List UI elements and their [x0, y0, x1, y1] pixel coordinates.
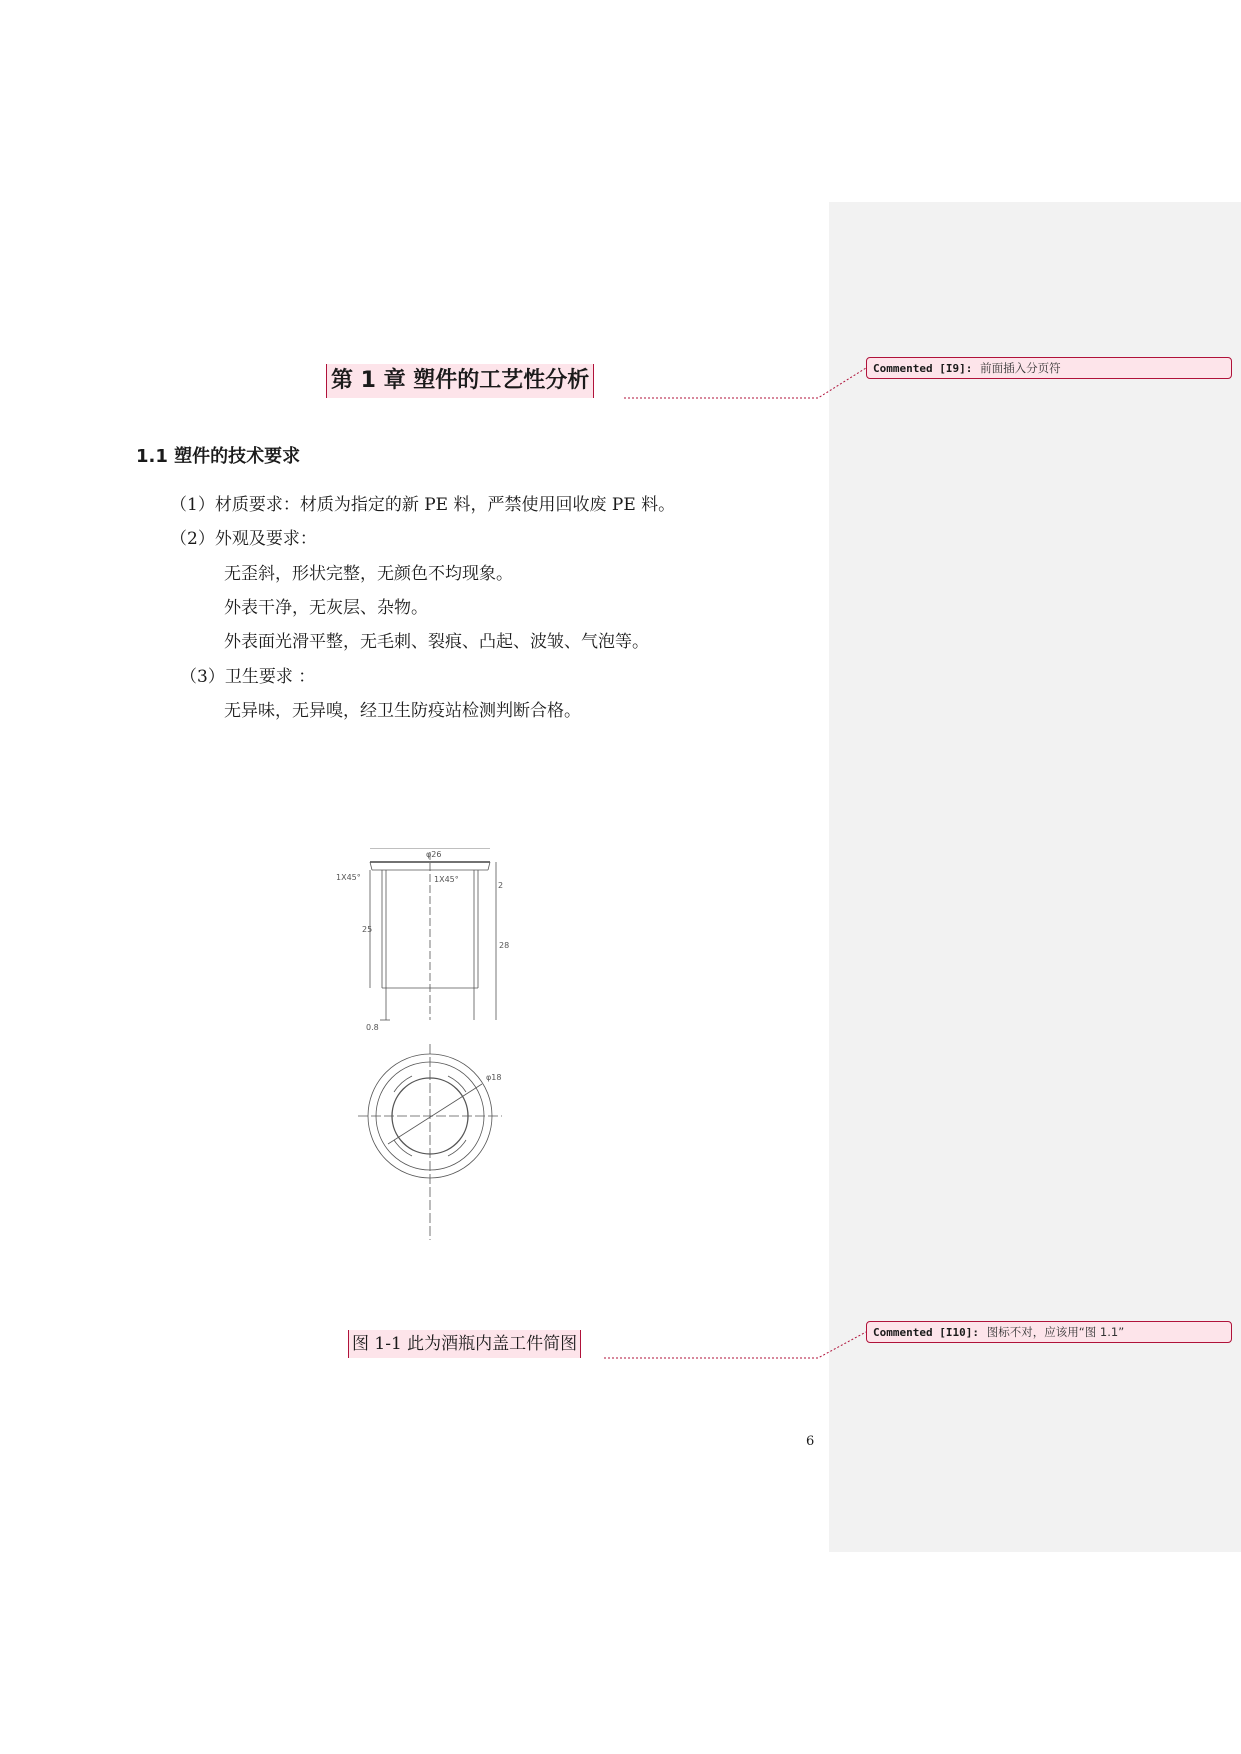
requirement-line-material: （1）材质要求：材质为指定的新 PE 料，严禁使用回收废 PE 料。 [170, 495, 676, 515]
requirement-line-hygiene: （3）卫生要求 ： [180, 667, 316, 687]
dim-label-chamfer-right: 1X45° [434, 875, 459, 884]
chapter-title[interactable]: 第 1 章 塑件的工艺性分析 [326, 364, 594, 398]
comment-connector-2 [604, 1332, 866, 1358]
figure-caption[interactable]: 图 1-1 此为酒瓶内盖工件简图 [348, 1330, 581, 1358]
requirement-line-hygiene-1: 无异味，无异嗅，经卫生防疫站检测判断合格。 [224, 701, 581, 721]
comment-text: 图标不对，应该用“图 1.1” [986, 1325, 1125, 1339]
dim-label-top: φ26 [426, 850, 442, 859]
dim-label-flange: 2 [498, 881, 504, 890]
dim-label-height-right: 28 [499, 941, 510, 950]
comment-box-i10[interactable] [866, 1321, 1232, 1343]
requirement-line-appearance-1: 无歪斜，形状完整，无颜色不均现象。 [224, 564, 513, 584]
comment-label: Commented [I9]: [873, 362, 973, 375]
dim-label-height-left: 25 [362, 925, 373, 934]
comment-connector-1 [624, 368, 866, 398]
requirement-line-appearance: （2）外观及要求： [170, 529, 317, 549]
dim-label-circle: φ18 [486, 1073, 502, 1082]
comment-text: 前面插入分页符 [980, 361, 1061, 375]
comment-label: Commented [I10]: [873, 1326, 979, 1339]
dim-label-wall: 0.8 [366, 1023, 379, 1032]
section-heading: 1.1 塑件的技术要求 [136, 446, 301, 467]
requirement-line-appearance-2: 外表干净，无灰层、杂物。 [224, 598, 428, 618]
requirement-line-appearance-3: 外表面光滑平整，无毛刺、裂痕、凸起、波皱、气泡等。 [224, 632, 649, 652]
page-number: 6 [806, 1434, 815, 1449]
comment-box-i9[interactable] [866, 357, 1232, 379]
dim-label-chamfer-left: 1X45° [336, 873, 361, 882]
